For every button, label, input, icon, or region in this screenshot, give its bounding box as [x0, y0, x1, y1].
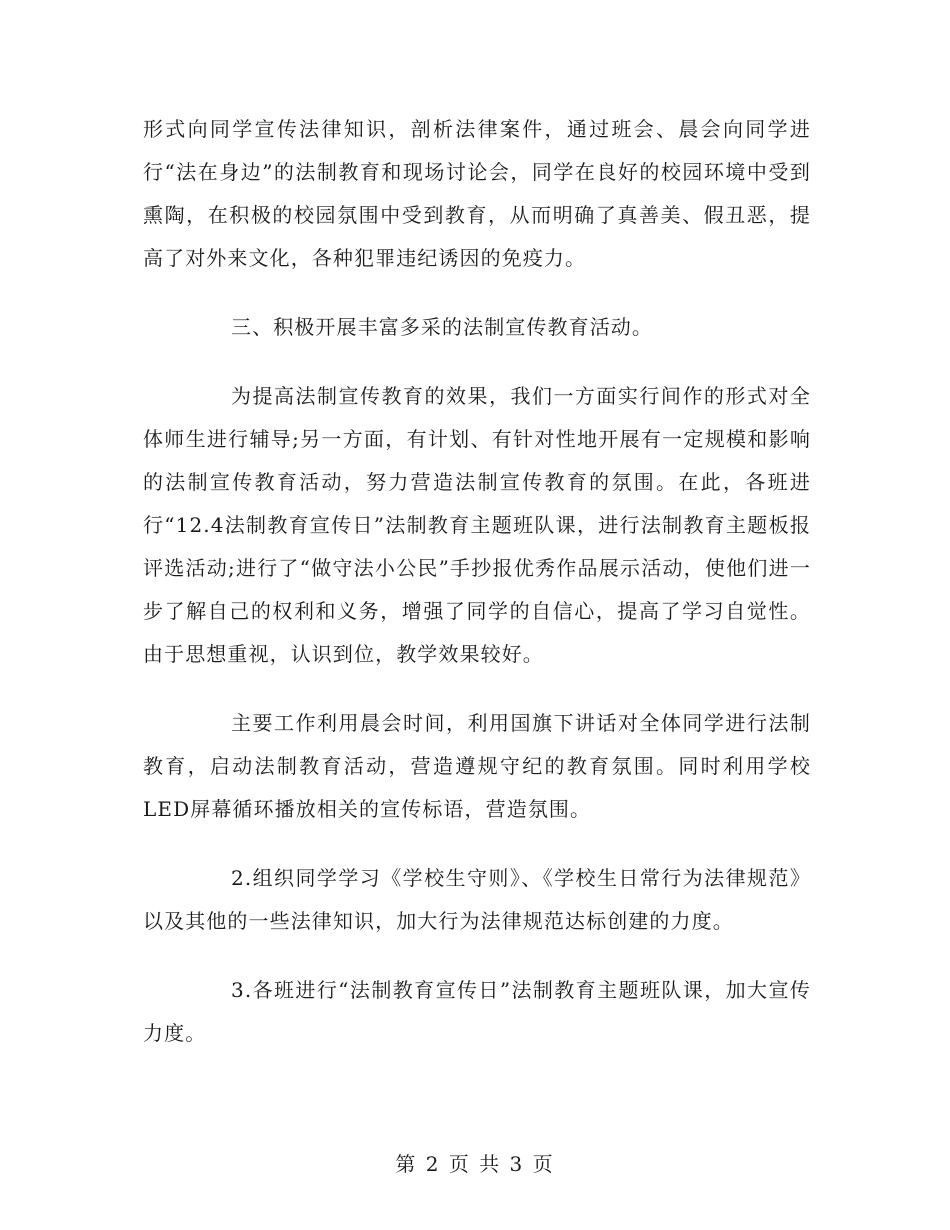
paragraph-activities: 为提高法制宣传教育的效果，我们一方面实行间作的形式对全体师生进行辅导;另一方面，有计划、有针对性地开展有一定规模和影响的法制宣传教育活动，努力营造法制宣传教育的氛围。在此，各班进行“12.4法制教育宣传日”法制教育主题班队课，进行法制教育主题板报评选活动;进行了“做守法小公民”手抄报优秀作品展示活动，使他们进一步了解自己的权利和义务，增强了同学的自信心，提高了学习自觉性。由于思想重视，认识到位，教学效果较好。: [143, 384, 811, 666]
paragraph-main-work: 主要工作利用晨会时间，利用国旗下讲话对全体同学进行法制教育，启动法制教育活动，营造遵规守纪的教育氛围。同时利用学校LED屏幕循环播放相关的宣传标语，营造氛围。: [143, 711, 811, 821]
section-heading: 三、积极开展丰富多采的法制宣传教育活动。: [231, 315, 653, 339]
paragraph-continuation: 形式向同学宣传法律知识，剖析法律案件，通过班会、晨会向同学进行“法在身边”的法制教育和现场讨论会，同学在良好的校园环境中受到熏陶，在积极的校园氛围中受到教育，从而明确了真善美、假丑恶，提高了对外来文化，各种犯罪违纪诱因的免疫力。: [143, 117, 811, 270]
page-number-footer: 第 2 页 共 3 页: [395, 1152, 555, 1176]
paragraph-item-3: 3.各班进行“法制教育宣传日”法制教育主题班队课，加大宣传力度。: [143, 978, 811, 1045]
paragraph-item-2: 2.组织同学学习《学校生守则》、《学校生日常行为法律规范》以及其他的一些法律知识，加大行为法律规范达标创建的力度。: [143, 866, 811, 933]
document-body: [143, 108, 811, 1081]
